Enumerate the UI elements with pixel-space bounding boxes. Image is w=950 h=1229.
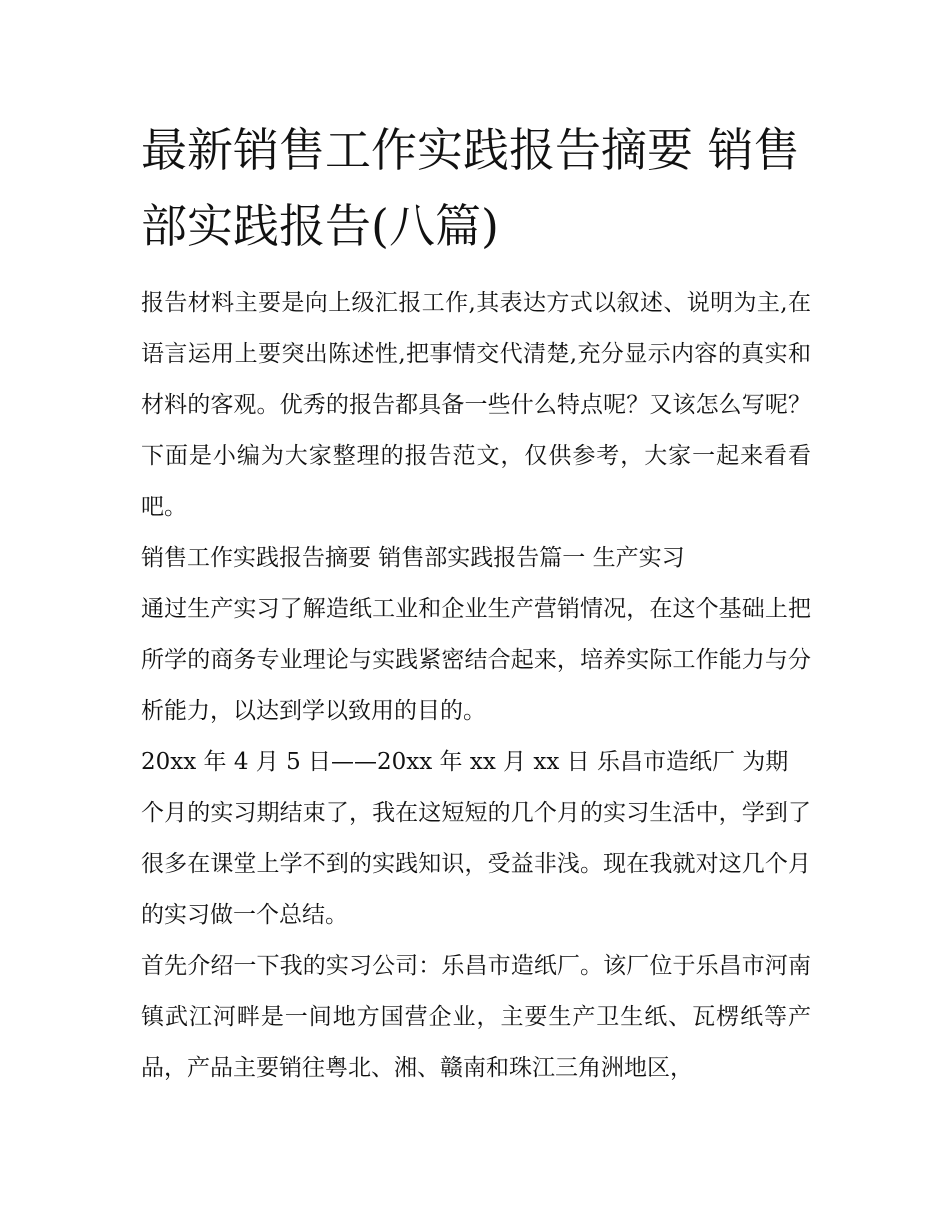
document-body [141,278,811,1094]
company-paragraph: 首先介绍一下我的实习公司：乐昌市造纸厂。该厂位于乐昌市河南镇武江河畔是一间地方国营企业，主要生产卫生纸、瓦楞纸等产品，产品主要销往粤北、湘、赣南和珠江三角洲地区， [141,953,811,1081]
document-title: 最新销售工作实践报告摘要 销售部实践报告(八篇) [141,123,800,253]
intro-paragraph: 报告材料主要是向上级汇报工作,其表达方式以叙述、说明为主,在语言运用上要突出陈述性,把事情交代清楚,充分显示内容的真实和材料的客观。优秀的报告都具备一些什么特点呢？又该怎么写呢？下面是小编为大家整理的报告范文，仅供参考，大家一起来看看吧。 [141,290,811,520]
purpose-paragraph: 通过生产实习了解造纸工业和企业生产营销情况，在这个基础上把所学的商务专业理论与实践紧密结合起来，培养实际工作能力与分析能力，以达到学以致用的目的。 [141,596,811,724]
date-line: 20xx 年 4 月 5 日——20xx 年 xx 月 xx 日 乐昌市造纸厂 为期 [141,749,789,775]
section-heading: 销售工作实践报告摘要 销售部实践报告篇一 生产实习 [141,545,685,571]
summary-paragraph: 个月的实习期结束了，我在这短短的几个月的实习生活中，学到了很多在课堂上学不到的实践知识，受益非浅。现在我就对这几个月的实习做一个总结。 [141,800,811,928]
